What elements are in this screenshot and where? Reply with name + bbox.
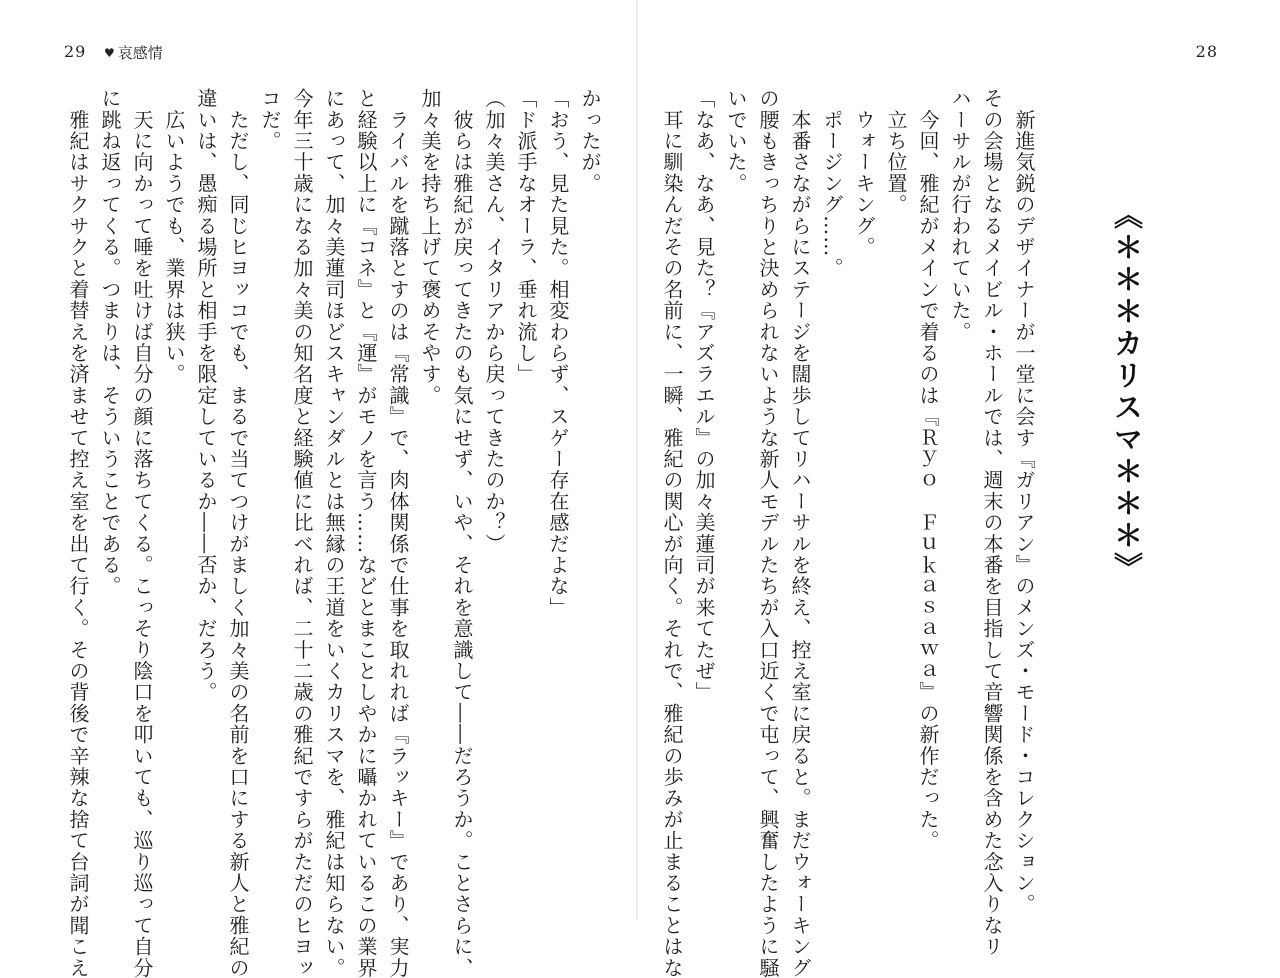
right-page <box>638 0 1280 978</box>
heart-icon: ♥ <box>104 45 115 60</box>
chapter-title: 《＊＊＊カリスマ＊＊＊》 <box>1110 200 1144 584</box>
right-page-body <box>660 88 1040 978</box>
text-line: ポージング……。 <box>820 88 844 279</box>
text-line: 加々美を持ち上げて褒めそやす。 <box>418 88 442 406</box>
text-line: ハーサルが行われていた。 <box>948 88 972 343</box>
text-line: 耳に馴染んだその名前に、一瞬、雅紀の関心が向く。それで、雅紀の歩みが止まることはな <box>660 88 684 978</box>
text-line: の腰もきっちりと決められないような新人モデルたちが入口近くで屯って、興奮したように騒 <box>756 88 780 978</box>
text-line: 今年三十歳になる加々美の知名度と経験値に比べれば、二十二歳の雅紀ですらがただのヒヨッ <box>290 88 314 978</box>
text-line: 違いは、愚痴る場所と相手を限定しているか――否か、だろう。 <box>194 88 218 703</box>
left-page <box>0 0 636 978</box>
text-line: ライバルを蹴落とすのは『常識』で、肉体関係で仕事を取れれば『ラッキー』であり、実力 <box>386 88 410 978</box>
text-line: ただし、同じヒヨッコでも、まるで当てつけがましく加々美の名前を口にする新人と雅紀の <box>226 88 250 978</box>
text-line: その会場となるメイビル・ホールでは、週末の本番を目指して音響関係を含めた念入りなリ <box>980 88 1004 958</box>
text-line: 「なあ、なあ、見た？『アズラエル』の加々美蓮司が来てたぜ」 <box>692 88 716 703</box>
text-line: 本番さながらにステージを闊歩してリハーサルを終え、控え室に戻ると。まだウォーキング <box>788 88 812 978</box>
text-line: （加々美さん、イタリアから戻ってきたのか？） <box>482 88 506 555</box>
text-line: 「ド派手なオーラ、垂れ流し」 <box>514 88 538 385</box>
text-line: かったが。 <box>578 88 602 194</box>
text-line: 「おう、見た見た。相変わらず、スゲー存在感だよな」 <box>546 88 570 618</box>
text-line: にあって、加々美蓮司ほどスキャンダルとは無縁の王道をいくカリスマを、雅紀は知らない。 <box>322 88 346 978</box>
page-number-left: 29 <box>64 42 87 61</box>
text-line: 新進気鋭のデザイナーが一堂に会す『ガリアン』のメンズ・モード・コレクション。 <box>1012 88 1036 915</box>
text-line: 今回、雅紀がメインで着るのは『Ｒｙｏ Ｆｕｋａｓａｗａ』の新作だった。 <box>916 88 940 852</box>
text-line: 立ち位置。 <box>884 88 908 216</box>
left-page-body <box>46 88 606 978</box>
text-line: いでいた。 <box>724 88 748 194</box>
text-line: ウォーキング。 <box>852 88 876 258</box>
text-line: 彼らは雅紀が戻ってきたのも気にせず、いや、それを意識して――だろうか。ことさらに、 <box>450 88 474 978</box>
running-head-title: 哀感情 <box>117 44 163 62</box>
text-line: コだ。 <box>258 88 282 152</box>
text-line: 広いようでも、業界は狭い。 <box>162 88 186 385</box>
text-line: 雅紀はサクサクと着替えを済ませて控え室を出て行く。その背後で辛辣な捨て台詞が聞こえ <box>66 88 90 978</box>
text-line: 天に向かって唾を吐けば自分の顔に落ちてくる。こっそり陰口を叩いても、巡り巡って自分 <box>130 88 154 978</box>
text-line: に跳ね返ってくる。つまりは、そういうことである。 <box>98 88 122 597</box>
text-line: と経験以上に『コネ』と『運』がモノを言う……などとまことしやかに囁かれているこの業界 <box>354 88 378 978</box>
running-head <box>104 42 163 63</box>
page-number-right: 28 <box>1195 42 1218 61</box>
